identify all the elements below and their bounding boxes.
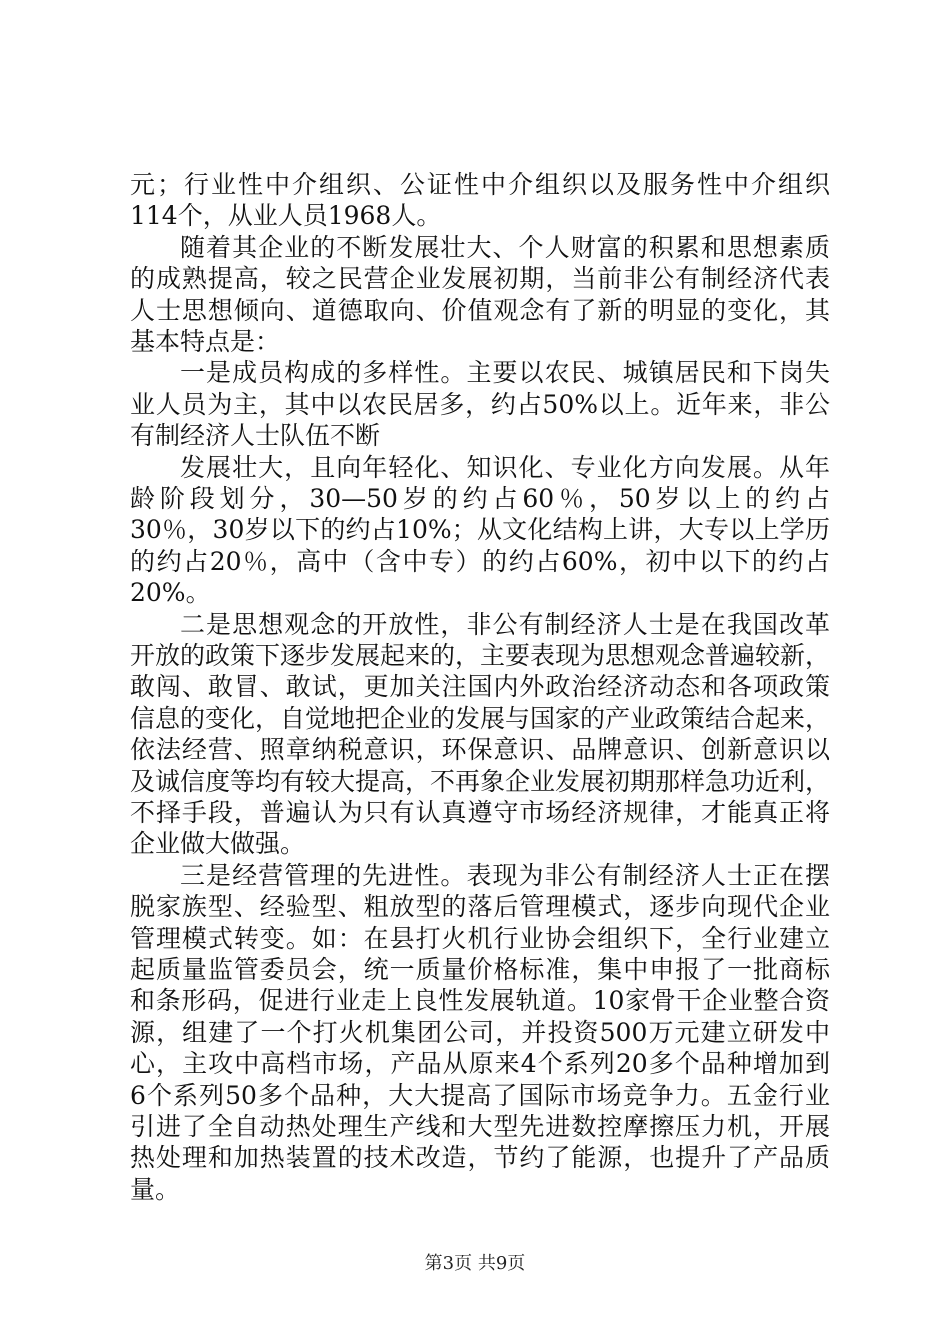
text-line: 心，主攻中高档市场，产品从原来4个系列20多个品种增加到: [130, 1049, 830, 1079]
text-line: 业人员为主，其中以农民居多，约占50%以上。近年来，非公: [130, 389, 830, 419]
text-line: 源，组建了一个打火机集团公司，并投资500万元建立研发中: [130, 1017, 830, 1047]
text-line: 及诚信度等均有较大提高，不再象企业发展初期那样急功近利，: [130, 766, 830, 796]
text-line: 和条形码，促进行业走上良性发展轨道。10家骨干企业整合资: [130, 986, 830, 1016]
text-line: 的约占20％，高中（含中专）的约占60%，初中以下的约占: [130, 546, 830, 576]
text-line: 元；行业性中介组织、公证性中介组织以及服务性中介组织: [130, 170, 830, 199]
text-line: 二是思想观念的开放性，非公有制经济人士是在我国改革: [180, 609, 830, 639]
text-line: 信息的变化，自觉地把企业的发展与国家的产业政策结合起来，: [130, 703, 830, 733]
text-line: 人士思想倾向、道德取向、价值观念有了新的明显的变化，其: [130, 295, 830, 325]
text-line: 发展壮大，且向年轻化、知识化、专业化方向发展。从年: [180, 452, 830, 482]
text-line: 敢闯、敢冒、敢试，更加关注国内外政治经济动态和各项政策: [130, 672, 830, 702]
text-line: 6个系列50多个品种，大大提高了国际市场竞争力。五金行业: [130, 1080, 830, 1110]
text-line: 企业做大做强。: [130, 829, 306, 859]
text-line: 有制经济人士队伍不断: [130, 421, 381, 451]
text-line: 起质量监管委员会，统一质量价格标准，集中申报了一批商标: [130, 955, 830, 984]
text-line: 基本特点是：: [130, 327, 281, 356]
text-line: 开放的政策下逐步发展起来的，主要表现为思想观念普遍较新，: [130, 641, 830, 670]
text-line: 一是成员构成的多样性。主要以农民、城镇居民和下岗失: [180, 358, 830, 388]
text-line: 三是经营管理的先进性。表现为非公有制经济人士正在摆: [180, 860, 830, 890]
text-line: 114个，从业人员1968人。: [130, 201, 442, 231]
text-line: 的成熟提高，较之民营企业发展初期，当前非公有制经济代表: [130, 264, 830, 294]
text-line: 脱家族型、经验型、粗放型的落后管理模式，逐步向现代企业: [130, 892, 830, 922]
text-line: 量。: [130, 1174, 181, 1204]
text-line: 热处理和加热装置的技术改造，节约了能源，也提升了产品质: [130, 1143, 830, 1173]
text-line: 依法经营、照章纳税意识，环保意识、品牌意识、创新意识以: [130, 735, 830, 765]
text-line: 管理模式转变。如：在县打火机行业协会组织下，全行业建立: [130, 923, 830, 953]
page-footer: 第3页 共9页: [424, 1253, 526, 1274]
text-line: 不择手段，普遍认为只有认真遵守市场经济规律，才能真正将: [130, 798, 830, 827]
text-line: 引进了全自动热处理生产线和大型先进数控摩擦压力机，开展: [130, 1112, 830, 1141]
text-line: 20%。: [130, 578, 211, 608]
document-body: [130, 168, 830, 1208]
text-line: 随着其企业的不断发展壮大、个人财富的积累和思想素质: [180, 232, 830, 262]
text-line: 30％，30岁以下的约占10%；从文化结构上讲，大专以上学历: [130, 515, 830, 545]
text-line: 龄阶段划分，30—50岁的约占60％，50岁以上的约占: [130, 484, 830, 513]
